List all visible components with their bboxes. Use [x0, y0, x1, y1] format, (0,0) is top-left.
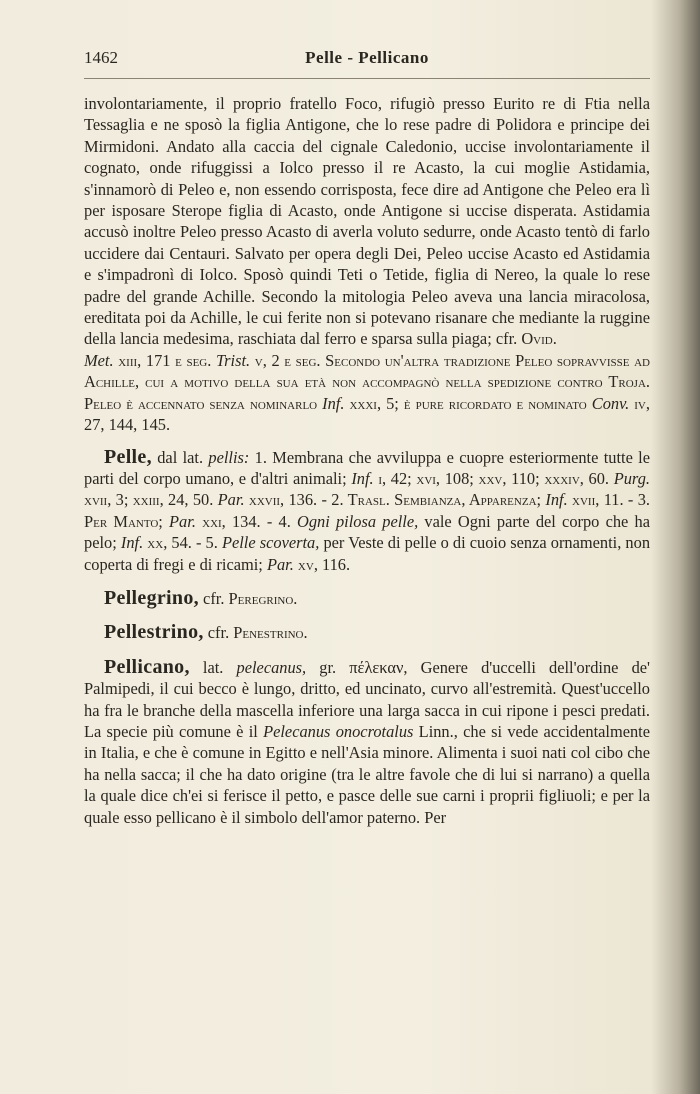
text-run: Genere d'uccelli dell'ordine de' Palmipedi, il cui becco è lungo, dritto, ed uncinato, curvo all'estremità. Quest'uccello ha fra le branche della mascella inferiore una larga sacca in cui ripone i pesci predati. La specie più comune è il	[84, 657, 650, 741]
headword: Pelle,	[104, 445, 152, 468]
text-run: 1. Membrana che avviluppa e cuopre esteriormente tutte le parti del corpo umano, e d'altri animali;	[84, 447, 650, 488]
work-ref: Inf.	[351, 468, 374, 488]
phrase: Ogni pilosa pelle,	[297, 511, 419, 531]
phrase: Pelle scoverta,	[221, 533, 320, 553]
entry-pellicano	[84, 657, 650, 828]
text-run: xv, 116.	[293, 554, 351, 574]
work-ref: Inf.	[120, 533, 144, 553]
text-run: cfr.	[198, 588, 229, 608]
headword: Pellegrino,	[104, 586, 199, 609]
cross-ref: Peregrino.	[228, 588, 298, 608]
work-ref: Par.	[169, 511, 196, 531]
author-ref: Ovid.	[521, 329, 557, 349]
text-run: cfr.	[203, 623, 234, 643]
text-run: per Veste di pelle o di cuoio senza ornamenti, non coperta di fregi e di ricami;	[84, 533, 651, 574]
text-run: xiii, 171 e seg.	[113, 350, 216, 370]
headword: Pellestrino,	[104, 621, 204, 644]
text-run: xxxi, 5; è pure ricordato e nominato	[344, 393, 592, 413]
text-run: involontariamente, il proprio fratello Foco, rifugiò presso Eurito re di Ftia nella Tessaglia e ne sposò la figlia Antigone, che lo rese padre di Polidora e principe dei Mirmidoni. Andato alla caccia del cignale Caledonio, uccise involontariamente il cognato, onde rifuggissi a Iolco presso il re Acasto, la cui moglie Astidamia, s'innamorò di Peleo e, non essendo corrisposta, fece dire ad Antigone che Peleo era lì per isposare Sterope figlia di Acasto, onde Antigone si uccise disperata. Astidamia accusò inoltre Peleo presso Acasto di averla voluto sedurre, onde Acasto tentò di farlo uccidere dai Centauri. Salvato per opera degli Dei, Peleo uccise Acasto ed Astidamia e s'impadronì di Iolco. Sposò quindi Teti o Tetide, figlia di Nereo, la quale lo rese padre del grande Achille. Secondo la mitologia Peleo aveva una lancia miracolosa, ereditata poi da Achille, le cui ferite non si potevano risanare che mediante la ruggine della lancia medesima, raschiata dal ferro e sparsa sulla piaga; cfr.	[84, 94, 650, 349]
entry-pellegrino	[84, 588, 650, 609]
cross-ref: Penestrino.	[233, 623, 308, 643]
greek-etymon: πέλεκαν,	[349, 657, 408, 677]
work-ref: Trist.	[215, 350, 251, 370]
header-rule	[84, 78, 650, 79]
work-ref: Par.	[217, 490, 245, 510]
page-header	[84, 48, 650, 72]
text-run: xx, 54. - 5.	[143, 533, 222, 553]
work-ref: Inf.	[545, 490, 568, 510]
body-text	[84, 93, 650, 828]
entry-pellestrino	[84, 622, 650, 643]
entry-peleo-continuation	[84, 93, 650, 436]
work-ref: Met.	[84, 350, 114, 370]
text-run: vale Ogni parte del corpo che ha pelo;	[84, 511, 650, 553]
text-run: iv, 27, 144, 145.	[84, 393, 650, 435]
running-title: Pelle - Pellicano	[305, 48, 429, 67]
headword: Pellicano,	[104, 655, 190, 678]
etymon: pellis:	[208, 447, 250, 467]
work-ref: Par.	[266, 554, 294, 574]
work-ref: Purg.	[613, 468, 650, 488]
etymon: pelecanus,	[236, 657, 307, 677]
text-run: i, 42; xvi, 108; xxv, 110; xxxiv, 60.	[373, 468, 614, 488]
work-ref: Conv.	[591, 393, 630, 413]
text-run: lat.	[189, 657, 237, 677]
text-run: xxi, 134. - 4.	[195, 511, 297, 531]
text-run: dal lat.	[151, 447, 209, 467]
text-run: xvii, 11. - 3. Per Manto;	[84, 490, 650, 531]
text-run: Linn., che si vede accidentalmente in Italia, e che è comune in Egitto e nell'Asia minore. Alimenta i suoi nati col cibo che ha nella sacca; il che ha dato origine (tra le altre favole che di lui si narrano) a quella la quale dice ch'ei si ferisce il petto, e pasce delle sue carni i proprii figliuoli; e per la quale esso pellicano è il simbolo dell'amor paterno. Per	[84, 721, 650, 827]
text-run: gr.	[306, 657, 350, 677]
text-run: xvii, 3; xxiii, 24, 50.	[84, 490, 218, 510]
page-number: 1462	[84, 48, 118, 67]
text-run: xxvii, 136. - 2. Trasl. Sembianza, Apparenza;	[244, 490, 546, 510]
entry-pelle	[84, 447, 650, 575]
work-ref: Inf.	[322, 393, 345, 413]
text-run: v, 2 e seg. Secondo un'altra tradizione Peleo sopravvisse ad Achille, cui a motivo della sua età non accompagnò nella spedizione contro Troja. Peleo è accennato senza nominarlo	[84, 350, 650, 413]
species-name: Pelecanus onocrotalus	[263, 721, 414, 741]
